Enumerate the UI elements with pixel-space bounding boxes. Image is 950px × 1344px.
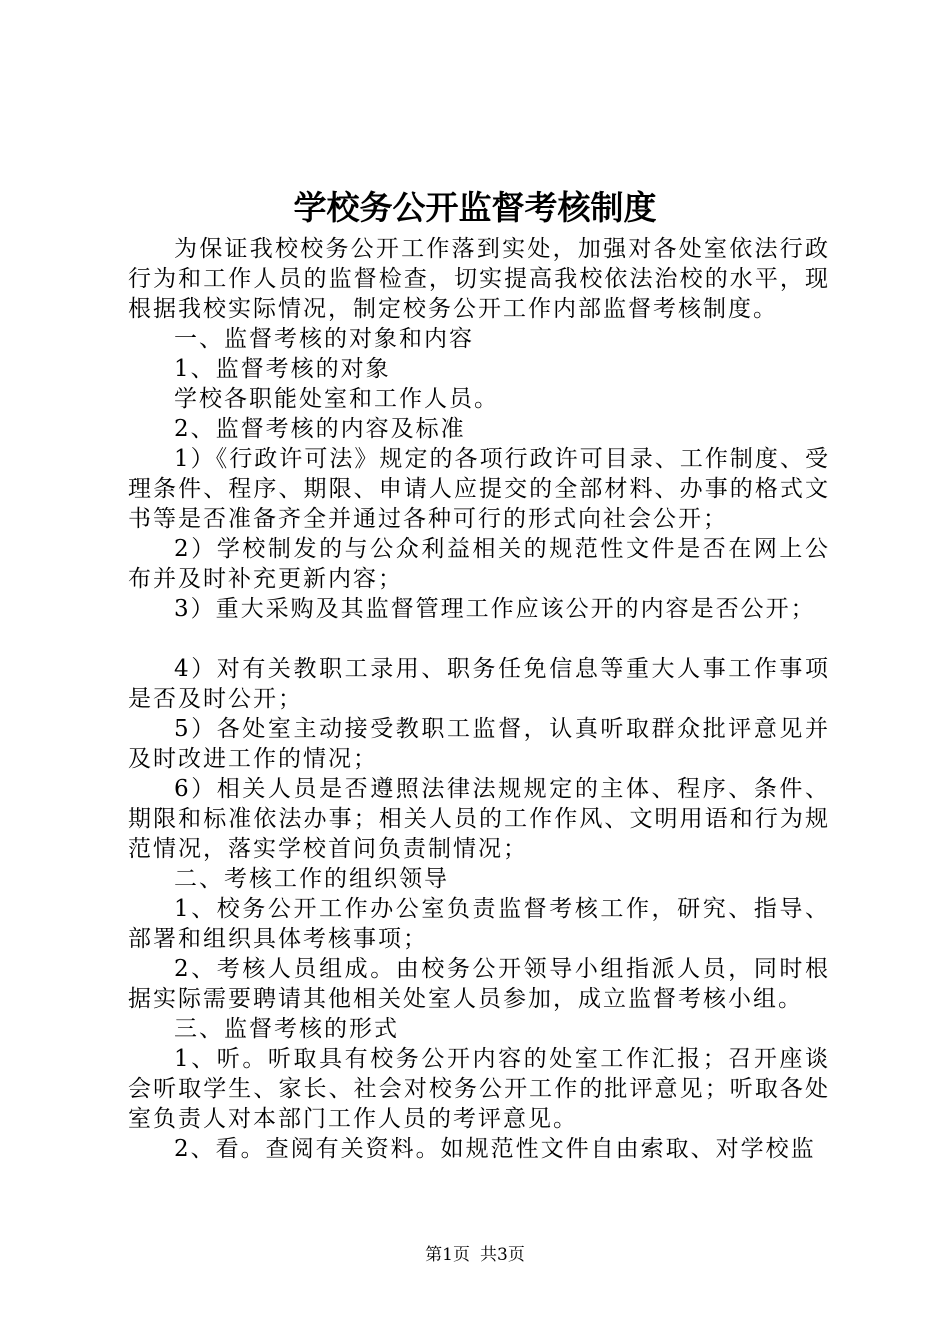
paragraph: 1、听。听取具有校务公开内容的处室工作汇报；召开座谈会听取学生、家长、社会对校务公开工作的批评意见；听取各处室负责人对本部门工作人员的考评意见。 (128, 1046, 830, 1132)
paragraph: 1、校务公开工作办公室负责监督考核工作，研究、指导、部署和组织具体考核事项； (128, 896, 830, 952)
paragraph: 1）《行政许可法》规定的各项行政许可目录、工作制度、受理条件、程序、期限、申请人应提交的全部材料、办事的格式文书等是否准备齐全并通过各种可行的形式向社会公开； (128, 446, 830, 532)
document-title: 学校务公开监督考核制度 (293, 188, 657, 227)
page-footer (0, 1243, 950, 1267)
page-total: 共3页 (480, 1245, 525, 1265)
paragraph: 2、考核人员组成。由校务公开领导小组指派人员，同时根据实际需要聘请其他相关处室人员参加，成立监督考核小组。 (128, 956, 830, 1012)
paragraph: 一、监督考核的对象和内容 (174, 326, 474, 352)
paragraph: 4）对有关教职工录用、职务任免信息等重大人事工作事项是否及时公开； (128, 656, 830, 712)
page-number: 第1页 (425, 1245, 470, 1265)
paragraph: 5）各处室主动接受教职工监督，认真听取群众批评意见并及时改进工作的情况； (128, 716, 830, 772)
paragraph: 3）重大采购及其监督管理工作应该公开的内容是否公开； (174, 596, 816, 622)
blank-line (128, 624, 830, 654)
paragraph: 6）相关人员是否遵照法律法规规定的主体、程序、条件、期限和标准依法办事；相关人员的工作作风、文明用语和行为规范情况，落实学校首问负责制情况； (128, 776, 830, 862)
paragraph: 2）学校制发的与公众利益相关的规范性文件是否在网上公布并及时补充更新内容； (128, 536, 830, 592)
paragraph: 1、监督考核的对象 (174, 356, 391, 382)
paragraph: 为保证我校校务公开工作落到实处，加强对各处室依法行政行为和工作人员的监督检查，切实提高我校依法治校的水平，现根据我校实际情况，制定校务公开工作内部监督考核制度。 (128, 236, 830, 322)
paragraph: 2、看。查阅有关资料。如规范性文件自由索取、对学校监 (174, 1136, 816, 1162)
paragraph: 三、监督考核的形式 (174, 1016, 399, 1042)
document-body (128, 234, 830, 1164)
paragraph: 2、监督考核的内容及标准 (174, 416, 466, 442)
paragraph: 二、考核工作的组织领导 (174, 866, 449, 892)
paragraph: 学校各职能处室和工作人员。 (174, 386, 499, 412)
